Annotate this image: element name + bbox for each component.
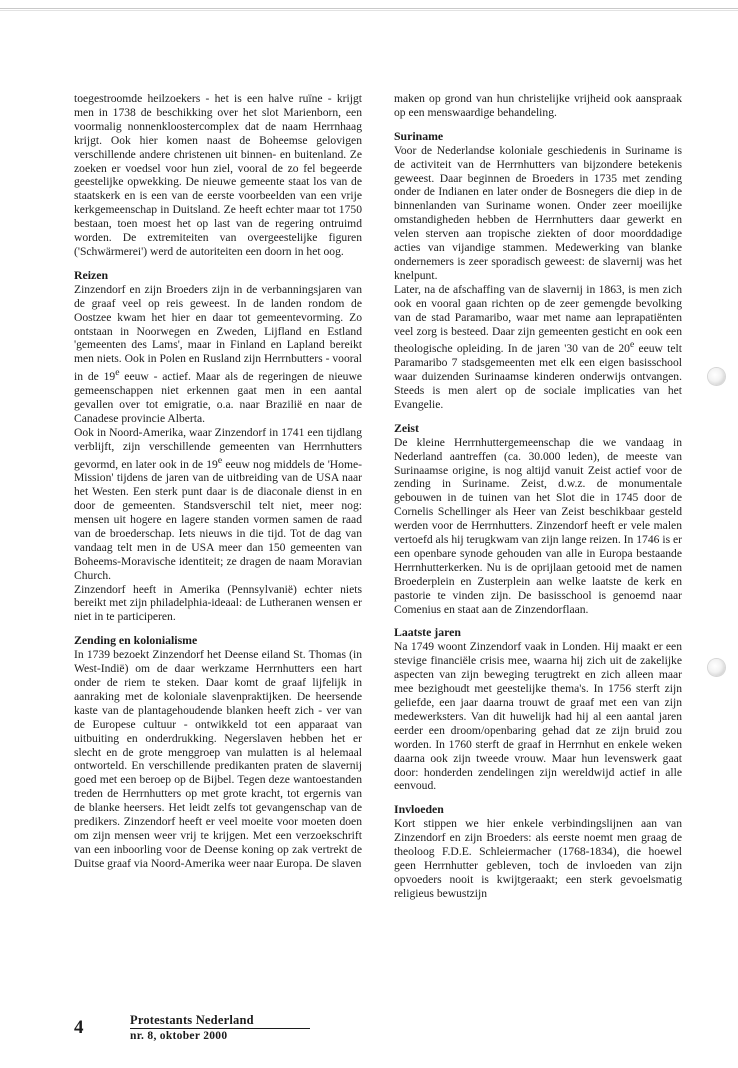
binder-hole-top: [708, 368, 725, 385]
left-column: [74, 92, 362, 871]
scan-edge-line-secondary: [0, 10, 738, 11]
heading-zending: Zending en kolonialisme: [74, 633, 198, 648]
heading-suriname: Suriname: [394, 128, 444, 143]
suriname-paragraph-2: Later, na de afschaffing van de slavernij in 1863, is men zich ook en vooral gaan richten op de zeer gemengde bevolking van de stad Paramaribo, waar met name aan leprapatiënten veel zorg is besteed. Daar zijn gemeenten gesticht en ook een theologische opleiding. In de jaren '30 van de 20e eeuw telt Paramaribo 7 stadsgemeenten met elk een eigen basisschool waar duizenden Surinaamse kinderen onderwijs ontvangen. Steeds is men alert op de sociale implicaties van het Evangelie.: [394, 282, 682, 411]
left-intro-paragraph: toegestroomde heilzoekers - het is een halve ruïne - krijgt men in 1738 de beschikking over het slot Marienborn, een voormalig nonnenkloostercomplex dat de naam Herrnhaag krijgt. Ook hier komen naast de Boheemse gelovigen verschillende andere christenen uit binnen- en buitenland. Ze zoeken er voedsel voor hun ziel, vooral de zo fel begeerde geestelijke opwekking. De nieuwe gemeente staat los van de staatskerk en is een van de eerste voorbeelden van een vrije kerkgemeenschap in Duitsland. Ze heeft echter maar tot 1750 bestaan, toen moest het op last van de regering ontruimd worden. De extremiteiten van overgeestelijke figuren ('Schwärmerei') werd de autoriteiten een doorn in het oog.: [74, 92, 362, 258]
footer-publication: [130, 1013, 370, 1043]
reizen-paragraph-3: Zinzendorf heeft in Amerika (Pennsylvanië) echter niets bereikt met zijn philadelphia-ideaal: de Lutheranen wensen er niet in te participeren.: [74, 582, 362, 624]
invloeden-paragraph-1: Kort stippen we hier enkele verbindingslijnen aan van Zinzendorf en zijn Broeders: als eerste noemt men graag de theoloog F.D.E. Schleiermacher (1768-1834), die hoewel geen Herrnhutter gebleven, toch de invloeden van zijn opvoeders nooit is kwijtgeraakt; een sterk gevoelsmatig religieus bewustzijn: [394, 817, 682, 900]
zending-paragraph-1: In 1739 bezoekt Zinzendorf het Deense eiland St. Thomas (in West-Indië) om de daar werkzame Herrnhutters een hart onder de riem te steken. Daar komt de graaf lijfelijk in aanraking met de koloniale slavenpraktijken. De heersende kaste van de plantagehoudende blanken heeft zich - ver van de Europese cultuur - ontwikkeld tot een apparaat van uitbuiting en onderdrukking. Negerslaven hebben het er slecht en de grote menggroep van mulatten is al helemaal ontworteld. En verschillende predikanten praten de slavernij goed met een beroep op de Bijbel. Tegen deze wantoestanden treden de Herrnhutters op met grote kracht, tot ergernis van de blanke heersers. Het leidt zelfs tot gevangenschap van de predikers. Zinzendorf heeft er veel moeite voor moeten doen om zijn mensen weer vrij te krijgen. Met een verzoekschrift van een inboorling voor de Deense koning op zak vertrekt de Duitse graaf via Noord-Amerika weer naar Europa. De slaven: [74, 648, 362, 870]
reizen-paragraph-2: Ook in Noord-Amerika, waar Zinzendorf in 1741 een tijdlang verblijft, zijn verschillende gemeenten van Herrnhutters gevormd, en later ook in de 19e eeuw nog middels de 'Home-Mission' tijdens de jaren van de uitbreiding van de USA naar het Westen. Een sterk punt daar is de diaconale dienst in en door de gemeenten. Standsverschil telt niet, meer nog: mensen uit hogere en lagere standen vormen samen de raad van de broederschap. Iets nieuws in die tijd. Tot de dag van vandaag telt men in de USA meer dan 150 gemeenten van Boheems-Moravische identiteit; ze dragen de naam Moravian Church.: [74, 425, 362, 582]
heading-zeist: Zeist: [394, 420, 419, 435]
suriname-paragraph-1: Voor de Nederlandse koloniale geschiedenis in Suriname is de activiteit van de Herrnhutters van bijzondere betekenis geweest. Daar beginnen de Broeders in 1735 met zending onder de Indianen en later onder de Bosnegers die diep in de binnenlanden van Suriname wonen. Onder zeer moeilijke omstandigheden hebben de Herrnhutters daar gewerkt en velen sterven aan tropische ziekten of door moorddadige acties van vijandige stammen. Medewerking van blanke ondernemers is zeer sporadisch geweest: de slavernij was het knelpunt.: [394, 143, 682, 282]
page-number: 4: [74, 1017, 84, 1038]
heading-laatste-jaren: Laatste jaren: [394, 625, 461, 640]
laatste-jaren-paragraph-1: Na 1749 woont Zinzendorf vaak in Londen. Hij maakt er een stevige financiële crisis mee, waarna hij zich uit de zakelijke aspecten van zijn beweging terugtrekt en zich alleen maar mee bezighoudt met geestelijke thema's. In 1756 sterft zijn geliefde, een jaar daarna trouwt de graaf met een van zijn medewerksters. Van dit huwelijk had hij al een aantal jaren eerder een droom/openbaring gehad dat ze zijn bruid zou worden. In 1760 sterft de graaf in Herrnhut en enkele weken daarna ook zijn tweede vrouw. Maar hun levenswerk gaat door: honderden zendelingen zijn wereldwijd actief in alle eenvoud.: [394, 640, 682, 793]
right-intro-paragraph: maken op grond van hun christelijke vrijheid ook aanspraak op een menswaardige behandeling.: [394, 92, 682, 119]
footer-rule: [130, 1028, 310, 1029]
journal-name: Protestants Nederland: [130, 1013, 254, 1027]
zeist-paragraph-1: De kleine Herrnhuttergemeenschap die we vandaag in Nederland aantreffen (ca. 30.000 leden), de meeste van Surinaamse origine, is nog altijd vanuit Zeist actief voor de zending in Suriname. Zeist, d.w.z. de monumentale gebouwen in de tuinen van het Slot die in 1745 door de Cornelis Schellinger als Heer van Zeist beschikbaar gesteld werden voor de Herrnhutters. Zinzendorf heeft er vele malen vertoefd als hij terugkwam van zijn lange reizen. In 1746 is er een openbare synode gehouden van alle in Europa bestaande Herrnhutterkerken. Nu is de oprijlaan getooid met de namen Broederplein en Zusterplein aan welke laatste de kerk en pastorie te vinden zijn. De basisschool is genoemd naar Comenius en staat aan de Zinzendorflaan.: [394, 435, 682, 616]
scan-edge-line: [0, 8, 738, 9]
binder-hole-bottom: [708, 659, 725, 676]
heading-invloeden: Invloeden: [394, 802, 444, 817]
heading-reizen: Reizen: [74, 267, 109, 282]
issue-info: nr. 8, oktober 2000: [130, 1030, 228, 1042]
reizen-paragraph-1: Zinzendorf en zijn Broeders zijn in de verbanningsjaren van de graaf veel op reis geweest. In de landen rondom de Oostzee kwam het hier en daar tot gemeentevorming. Zo ontstaan in Noorwegen en Zweden, Lijfland en Estland 'gemeenten des Lams', maar in Finland en Lapland bereikt men niets. Ook in Polen en Rusland zijn Herrnbutters - vooral in de 19e eeuw - actief. Maar als de regeringen de nieuwe gemeenschappen niet erkennen gaat men in een aantal gevallen over tot emigratie, o.a. naar Brazilië en naar de Canadese provincie Alberta.: [74, 282, 362, 425]
right-column: [394, 92, 682, 901]
